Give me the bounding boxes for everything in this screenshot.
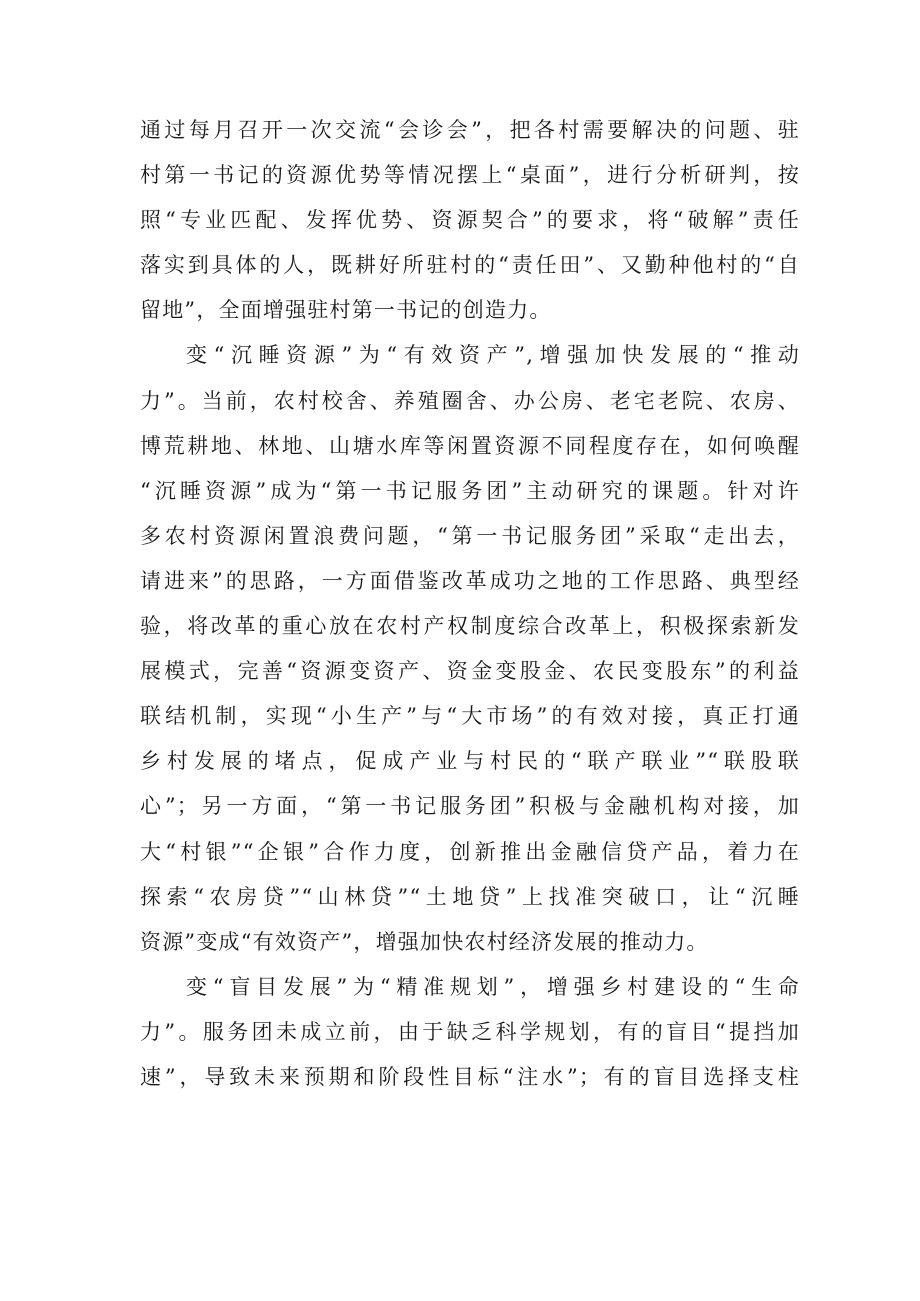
text-line <box>140 108 800 153</box>
text-line <box>140 784 800 829</box>
line-text: 速”，导致未来预期和阶段性目标“注水”；有的盲目选择支柱 <box>140 1064 800 1089</box>
text-line <box>140 920 800 965</box>
line-text: 大“村银”“企银”合作力度，创新推出金融信贷产品，着力在 <box>140 839 800 864</box>
text-line <box>140 875 800 920</box>
text-line <box>140 424 800 469</box>
line-text: 变“盲目发展”为“精准规划”，增强乡村建设的“生命 <box>186 974 800 999</box>
line-text: 村第一书记的资源优势等情况摆上“桌面”，进行分析研判，按 <box>140 163 800 188</box>
paragraph-3 <box>140 965 800 1100</box>
line-text: 心”；另一方面，“第一书记服务团”积极与金融机构对接，加 <box>140 794 800 819</box>
paragraph-1 <box>140 108 800 333</box>
document-body <box>140 108 800 1100</box>
line-text: 通过每月召开一次交流“会诊会”，把各村需要解决的问题、驻 <box>140 118 800 142</box>
line-text: 资源”变成“有效资产”，增强加快农村经济发展的推动力。 <box>140 929 709 954</box>
text-line <box>140 514 800 559</box>
line-text: “沉睡资源”成为“第一书记服务团”主动研究的课题。针对许 <box>140 478 800 503</box>
text-line <box>140 198 800 243</box>
paragraph-2 <box>140 333 800 964</box>
line-text: 请进来”的思路，一方面借鉴改革成功之地的工作思路、典型经 <box>140 568 800 593</box>
text-line <box>140 1055 800 1100</box>
line-text: 乡村发展的堵点，促成产业与村民的“联产联业”“联股联 <box>140 749 800 774</box>
line-text: 展模式，完善“资源变资产、资金变股金、农民变股东”的利益 <box>140 659 800 684</box>
line-text: 探索“农房贷”“山林贷”“土地贷”上找准突破口，让“沉睡 <box>140 884 800 909</box>
text-line <box>140 288 800 333</box>
text-line <box>140 333 800 378</box>
line-text: 照“专业匹配、发挥优势、资源契合”的要求，将“破解”责任 <box>140 208 800 233</box>
line-text: 力”。当前，农村校舍、养殖圈舍、办公房、老宅老院、农房、 <box>140 388 800 413</box>
line-text: 多农村资源闲置浪费问题，“第一书记服务团”采取“走出去， <box>140 523 800 548</box>
text-line <box>140 469 800 514</box>
line-text: 博荒耕地、林地、山塘水库等闲置资源不同程度存在，如何唤醒 <box>140 433 800 458</box>
text-line <box>140 649 800 694</box>
text-line <box>140 965 800 1010</box>
text-line <box>140 153 800 198</box>
line-text: 变“沉睡资源”为“有效资产”,增强加快发展的“推动 <box>186 343 800 368</box>
line-text: 联结机制，实现“小生产”与“大市场”的有效对接，真正打通 <box>140 704 800 729</box>
text-line <box>140 604 800 649</box>
line-text: 留地”，全面增强驻村第一书记的创造力。 <box>140 298 552 323</box>
text-line <box>140 739 800 784</box>
text-line <box>140 243 800 288</box>
line-text: 落实到具体的人，既耕好所驻村的“责任田”、又勤种他村的“自 <box>140 253 800 278</box>
text-line <box>140 694 800 739</box>
text-line <box>140 559 800 604</box>
line-text: 力”。服务团未成立前，由于缺乏科学规划，有的盲目“提挡加 <box>140 1019 800 1044</box>
text-line <box>140 379 800 424</box>
text-line <box>140 830 800 875</box>
line-text: 验，将改革的重心放在农村产权制度综合改革上，积极探索新发 <box>140 614 800 639</box>
text-line <box>140 1010 800 1055</box>
